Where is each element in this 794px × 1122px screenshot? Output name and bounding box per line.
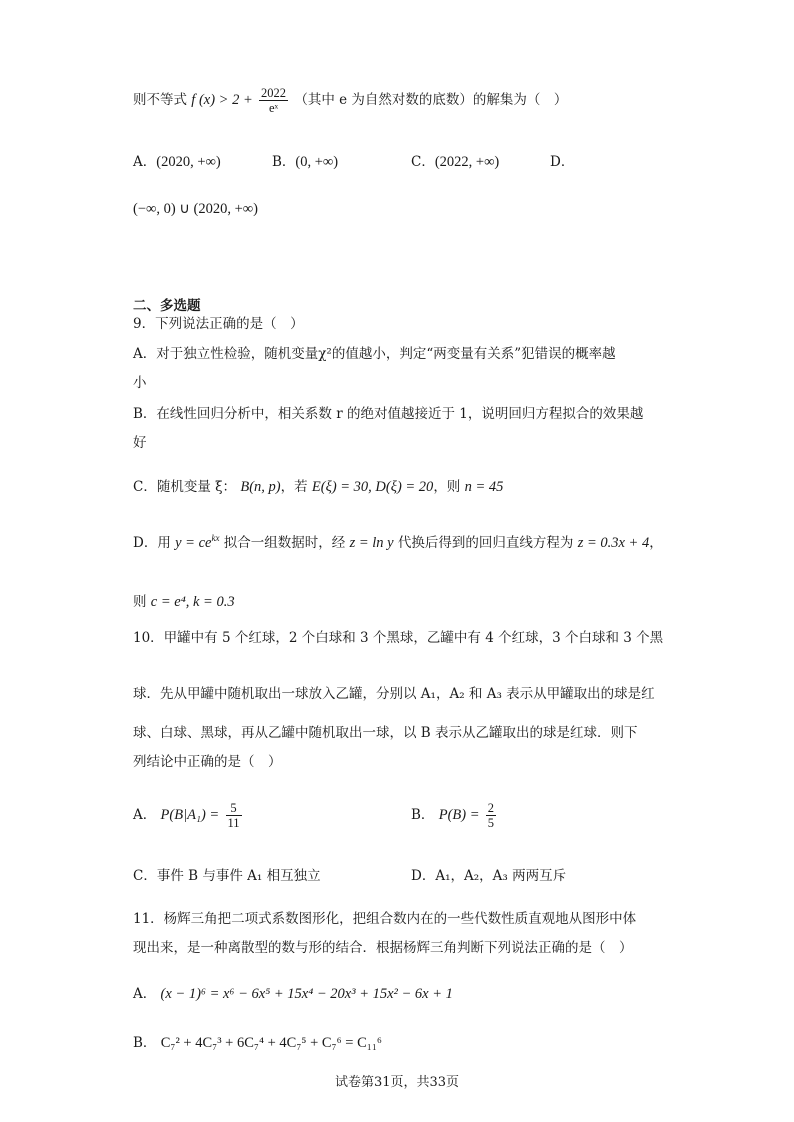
q10-option-b[interactable] [411,801,498,830]
q11-stem-line2: 现出来，是一种离散型的数与形的结合．根据杨辉三角判断下列说法正确的是（ ） [133,940,633,956]
q10-a-num: 5 [226,801,242,816]
q9-stem: 9．下列说法正确的是（ ） [133,316,304,332]
q9-c-cond: E(ξ) = 30, D(ξ) = 20 [311,479,434,495]
q9-option-c[interactable] [133,477,503,497]
q10-option-c[interactable]: C．事件 B 与事件 A₁ 相互独立 [133,868,321,884]
q10-b-fraction [486,801,496,830]
q9-c-result: n = 45 [464,479,504,495]
q11-a-expr: (x − 1)⁶ = x⁶ − 6x⁵ + 15x⁴ − 20x³ + 15x² − 6x + 1 [160,986,453,1002]
q10-a-expr: P(B|A₁) = [160,807,220,823]
q8-option-b[interactable] [272,152,338,172]
q8-option-c-label: C． [411,154,435,170]
section-heading: 二、多选题 [133,298,201,314]
q8-option-d-label[interactable] [550,152,574,172]
q11-option-a[interactable] [133,984,453,1004]
q10-a-label: A． [133,807,157,823]
q9-d-model-base: y = ce [175,534,212,551]
q8-frac-den: eˣ [268,101,279,115]
q8-inequality: f (x) > 2 + [191,92,253,108]
q10-b-expr: P(B) = [438,807,480,823]
q9-option-b-line1[interactable]: B．在线性回归分析中，相关系数 r 的绝对值越接近于 1，说明回归方程拟合的效果越 [133,406,644,422]
q9-d-then: 则 [133,594,147,610]
q10-b-label: B． [411,807,435,823]
q9-d-model [175,535,219,551]
q10-b-num: 2 [487,801,495,815]
q9-d-sub: z = ln y [349,534,394,551]
q8-stem-prefix: 则不等式 [133,92,187,108]
q10-stem-line3: 球、白球、黑球，再从乙罐中随机取出一球，以 B 表示从乙罐取出的球是红球．则下 [133,725,638,741]
q8-option-c[interactable] [411,152,499,172]
q10-stem-line2: 球．先从甲罐中随机取出一球放入乙罐，分别以 A₁，A₂ 和 A₃ 表示从甲罐取出的球是红 [133,686,655,702]
q8-stem-suffix: （其中 e 为自然对数的底数）的解集为（ ） [294,92,568,108]
q9-option-a-line1[interactable]: A．对于独立性检验，随机变量χ²的值越小，判定“两变量有关系”犯错误的概率越 [133,346,616,362]
q8-option-a-value: (2020, +∞) [156,154,221,170]
q9-d-mid: 拟合一组数据时，经 [223,534,346,551]
q8-option-d-value[interactable] [133,199,258,219]
q9-c-then: ，则 [433,479,461,495]
page-footer: 试卷第31页，共33页 [334,1075,460,1090]
q11-b-label: B． [133,1035,157,1051]
q9-c-mid: ，若 [280,479,308,495]
q9-option-d-cont [133,592,235,612]
q9-d-prefix: D．用 [133,534,171,551]
q8-option-b-label: B． [272,154,296,170]
q10-a-den: 11 [227,816,240,830]
q8-option-b-value: (0, +∞) [295,154,339,170]
q9-option-d[interactable] [133,528,663,553]
q11-option-b[interactable] [133,1033,382,1053]
q11-stem-line1: 11．杨辉三角把二项式系数图形化，把组合数内在的一些代数性质直观地从图形中体 [133,911,637,927]
q10-stem-line4: 列结论中正确的是（ ） [133,754,282,770]
q9-option-a-line2: 小 [133,375,147,391]
q10-b-den: 5 [487,816,495,830]
q8-frac-num: 2022 [261,86,287,100]
q10-option-a[interactable] [133,801,244,830]
q9-d-mid2: 代换后得到的回归直线方程为 [397,534,574,551]
q10-stem-line1: 10．甲罐中有 5 个红球，2 个白球和 3 个黑球，乙罐中有 4 个红球，3 个白球和 3 个黑 [133,630,664,646]
q9-d-result: c = e⁴, k = 0.3 [150,594,235,610]
q8-option-d-label-text: D． [550,154,575,170]
q8-option-a[interactable] [133,152,221,172]
q8-option-a-label: A． [133,154,157,170]
q8-option-d-text: (−∞, 0) ∪ (2020, +∞) [133,201,258,217]
q9-d-end: ， [649,534,663,551]
q9-option-b-line2: 好 [133,435,147,451]
q10-a-fraction [226,801,242,830]
q10-option-d[interactable]: D．A₁，A₂，A₃ 两两互斥 [411,868,567,884]
q9-d-eq: z = 0.3x + 4 [577,534,650,551]
q9-d-model-exp: kx [211,533,220,543]
q8-option-c-value: (2022, +∞) [434,154,500,170]
q9-c-dist: B(n, p) [240,479,281,495]
q8-fraction [259,86,288,115]
q8-stem [133,86,567,115]
q11-b-expr: C₇² + 4C₇³ + 6C₇⁴ + 4C₇⁵ + C₇⁶ = C₁₁⁶ [160,1035,382,1051]
q11-a-label: A． [133,986,157,1002]
q9-c-prefix: C．随机变量 ξ： [133,479,237,495]
